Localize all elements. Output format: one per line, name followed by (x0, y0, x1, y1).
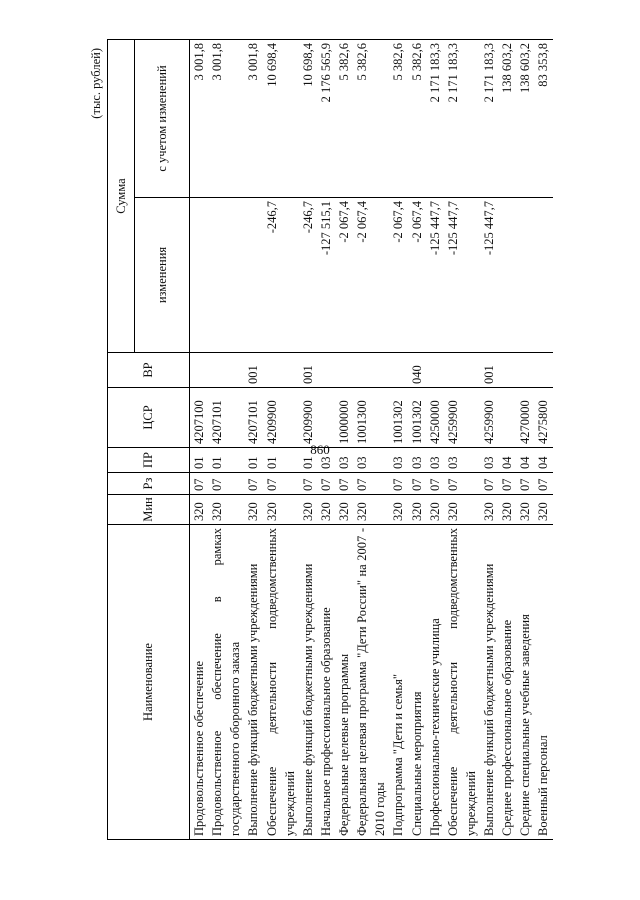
cell-total: 3 001,8 (190, 40, 209, 198)
cell-pr: 03 (389, 448, 407, 473)
cell-change: -127 515,1 (317, 198, 335, 353)
cell-total: 10 698,4 (299, 40, 317, 198)
cell-pr: 04 (498, 448, 516, 473)
cell-total: 138 603,2 (498, 40, 516, 198)
cell-rz: 07 (408, 473, 426, 495)
table-row (498, 40, 516, 840)
cell-rz: 07 (389, 473, 407, 495)
cell-total: 3 001,8 (208, 40, 244, 198)
cell-rz: 07 (263, 473, 299, 495)
cell-total: 5 382,6 (389, 40, 407, 198)
cell-csr (498, 388, 516, 448)
table-row (299, 40, 317, 840)
cell-change (244, 198, 262, 353)
cell-min: 320 (389, 495, 407, 525)
cell-rz: 07 (444, 473, 480, 495)
header-name: Наименование (108, 525, 190, 840)
cell-rz: 07 (208, 473, 244, 495)
cell-csr: 4209900 (263, 388, 299, 448)
cell-total: 10 698,4 (263, 40, 299, 198)
cell-name: Выполнение функций бюджетными учреждениями (480, 525, 498, 840)
cell-change: -2 067,4 (408, 198, 426, 353)
cell-pr: 03 (317, 448, 335, 473)
cell-min: 320 (516, 495, 534, 525)
cell-min: 320 (208, 495, 244, 525)
cell-csr: 4270000 (516, 388, 534, 448)
cell-change: -125 447,7 (480, 198, 498, 353)
table-row (244, 40, 262, 840)
cell-total: 5 382,6 (353, 40, 389, 198)
cell-name: Продовольственное обеспечение (190, 525, 209, 840)
cell-change (190, 198, 209, 353)
cell-change (516, 198, 534, 353)
cell-change: -246,7 (263, 198, 299, 353)
cell-vr (426, 353, 444, 388)
header-vr: ВР (108, 353, 190, 388)
cell-total: 2 176 565,9 (317, 40, 335, 198)
table-row (444, 40, 480, 840)
cell-min: 320 (444, 495, 480, 525)
cell-csr: 1000000 (335, 388, 353, 448)
cell-pr: 03 (353, 448, 389, 473)
cell-min: 320 (426, 495, 444, 525)
cell-total: 2 171 183,3 (444, 40, 480, 198)
cell-pr: 04 (534, 448, 552, 473)
cell-change (534, 198, 552, 353)
units-label: (тыс. рублей) (89, 48, 103, 119)
rotated-page (87, 40, 587, 840)
header-pr: ПР (108, 448, 190, 473)
cell-vr (498, 353, 516, 388)
cell-change: -125 447,7 (444, 198, 480, 353)
cell-rz: 07 (480, 473, 498, 495)
cell-change: -246,7 (299, 198, 317, 353)
cell-pr: 03 (480, 448, 498, 473)
table-row (426, 40, 444, 840)
cell-rz: 07 (190, 473, 209, 495)
cell-total: 2 171 183,3 (426, 40, 444, 198)
cell-min: 320 (353, 495, 389, 525)
cell-name: Военный персонал (534, 525, 552, 840)
cell-name: Обеспечение деятельности подведомственных учреждений (263, 525, 299, 840)
cell-vr (208, 353, 244, 388)
budget-table (107, 39, 553, 840)
cell-vr (353, 353, 389, 388)
cell-pr: 03 (444, 448, 480, 473)
cell-vr (190, 353, 209, 388)
cell-vr (317, 353, 335, 388)
cell-csr: 4209900 (299, 388, 317, 448)
cell-rz: 07 (426, 473, 444, 495)
cell-csr: 4259900 (444, 388, 480, 448)
cell-name: Обеспечение деятельности подведомственных учреждений (444, 525, 480, 840)
cell-change (208, 198, 244, 353)
cell-csr: 4275800 (534, 388, 552, 448)
cell-min: 320 (244, 495, 262, 525)
cell-rz: 07 (498, 473, 516, 495)
cell-change (498, 198, 516, 353)
table-row (480, 40, 498, 840)
cell-rz: 07 (534, 473, 552, 495)
cell-total: 138 603,2 (516, 40, 534, 198)
cell-name: Федеральная целевая программа "Дети России" на 2007 - 2010 годы (353, 525, 389, 840)
cell-min: 320 (317, 495, 335, 525)
header-min: Мин (108, 495, 190, 525)
cell-name: Выполнение функций бюджетными учреждениями (244, 525, 262, 840)
cell-csr: 4207100 (190, 388, 209, 448)
cell-pr: 03 (426, 448, 444, 473)
table-row (190, 40, 209, 840)
cell-name: Среднее профессиональное образование (498, 525, 516, 840)
cell-min: 320 (335, 495, 353, 525)
cell-min: 320 (408, 495, 426, 525)
table-body (190, 40, 553, 840)
table-row (408, 40, 426, 840)
cell-vr: 040 (408, 353, 426, 388)
table-row (389, 40, 407, 840)
cell-rz: 07 (299, 473, 317, 495)
cell-csr: 4250000 (426, 388, 444, 448)
cell-name: Средние специальные учебные заведения (516, 525, 534, 840)
cell-vr (263, 353, 299, 388)
cell-vr: 001 (480, 353, 498, 388)
cell-change: -2 067,4 (353, 198, 389, 353)
cell-pr: 01 (263, 448, 299, 473)
cell-total: 83 353,8 (534, 40, 552, 198)
cell-csr: 1001302 (408, 388, 426, 448)
cell-rz: 07 (335, 473, 353, 495)
cell-vr (534, 353, 552, 388)
cell-csr: 4259900 (480, 388, 498, 448)
cell-name: Профессионально-технические училища (426, 525, 444, 840)
cell-name: Выполнение функций бюджетными учреждениями (299, 525, 317, 840)
header-csr: ЦСР (108, 388, 190, 448)
cell-csr: 1001302 (389, 388, 407, 448)
cell-change: -2 067,4 (389, 198, 407, 353)
cell-pr: 03 (408, 448, 426, 473)
cell-total: 2 171 183,3 (480, 40, 498, 198)
cell-pr: 04 (516, 448, 534, 473)
cell-total: 5 382,6 (335, 40, 353, 198)
cell-csr: 4207101 (244, 388, 262, 448)
cell-rz: 07 (317, 473, 335, 495)
cell-name: Специальные мероприятия (408, 525, 426, 840)
cell-total: 5 382,6 (408, 40, 426, 198)
table-row (534, 40, 552, 840)
header-sum: Сумма (108, 40, 135, 353)
cell-min: 320 (480, 495, 498, 525)
cell-name: Подпрограмма "Дети и семья" (389, 525, 407, 840)
cell-csr: 1001300 (353, 388, 389, 448)
cell-min: 320 (190, 495, 209, 525)
table-row (263, 40, 299, 840)
cell-rz: 07 (244, 473, 262, 495)
table-row (516, 40, 534, 840)
cell-min: 320 (534, 495, 552, 525)
cell-min: 320 (263, 495, 299, 525)
cell-vr: 001 (299, 353, 317, 388)
page-number: 860 (310, 442, 330, 457)
cell-name: Начальное профессиональное образование (317, 525, 335, 840)
cell-vr (389, 353, 407, 388)
cell-pr: 01 (190, 448, 209, 473)
cell-csr: 4207101 (208, 388, 244, 448)
cell-pr: 01 (208, 448, 244, 473)
cell-pr: 03 (335, 448, 353, 473)
cell-rz: 07 (353, 473, 389, 495)
header-rz: Рз (108, 473, 190, 495)
cell-change: -2 067,4 (335, 198, 353, 353)
table-row (317, 40, 335, 840)
header-total: с учетом изменений (135, 40, 190, 198)
cell-name: Федеральные целевые программы (335, 525, 353, 840)
cell-rz: 07 (516, 473, 534, 495)
cell-min: 320 (498, 495, 516, 525)
cell-pr: 01 (244, 448, 262, 473)
cell-min: 320 (299, 495, 317, 525)
cell-vr (444, 353, 480, 388)
cell-change: -125 447,7 (426, 198, 444, 353)
header-changes: изменения (135, 198, 190, 353)
table-row (335, 40, 353, 840)
cell-csr (317, 388, 335, 448)
cell-name: Продовольственное обеспечение в рамках государственного оборонного заказа (208, 525, 244, 840)
cell-vr: 001 (244, 353, 262, 388)
cell-vr (335, 353, 353, 388)
cell-total: 3 001,8 (244, 40, 262, 198)
table-row (208, 40, 244, 840)
cell-vr (516, 353, 534, 388)
cell-pr: 01 (299, 448, 317, 473)
table-row (353, 40, 389, 840)
